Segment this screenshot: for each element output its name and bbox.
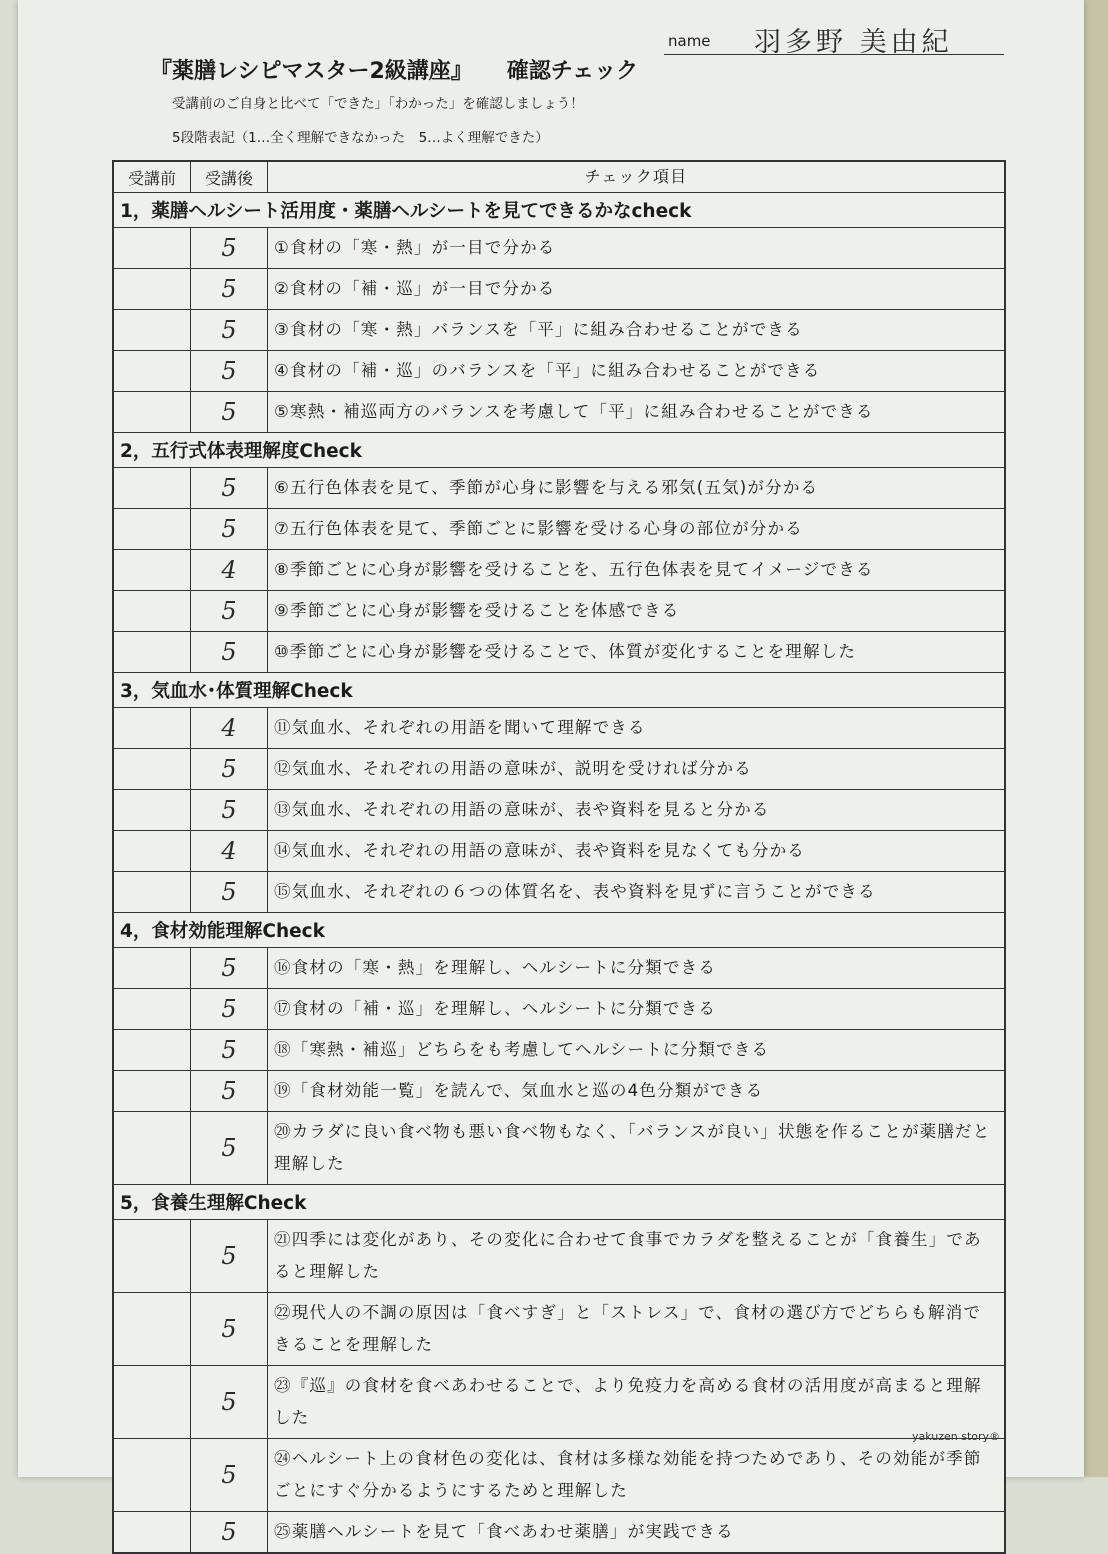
name-underline <box>664 54 1004 55</box>
title-main: 『薬膳レシピマスター2級講座』 <box>150 59 473 84</box>
before-score-cell <box>114 468 191 508</box>
check-item-text: ⑩季節ごとに心身が影響を受けることで、体質が変化することを理解した <box>274 642 857 661</box>
after-score: 5 <box>221 755 237 783</box>
after-score-cell <box>191 989 268 1029</box>
check-item-text: ㉑四季には変化があり、その変化に合わせて食事でカラダを整えることが「食養生」であると理解した <box>274 1230 982 1281</box>
section-header: 3，気血水･体質理解Check <box>114 673 1004 708</box>
after-score: 5 <box>221 474 237 502</box>
table-row <box>114 1071 1004 1112</box>
background-edge <box>1080 0 1108 1477</box>
after-score-cell <box>191 1030 268 1070</box>
after-score: 5 <box>221 878 237 906</box>
before-score-cell <box>114 1366 191 1438</box>
before-score-cell <box>114 708 191 748</box>
before-score-cell <box>114 550 191 590</box>
table-row <box>114 1439 1004 1512</box>
before-score-cell <box>114 948 191 988</box>
check-item-text: ⑯食材の「寒・熱」を理解し、ヘルシートに分類できる <box>274 958 717 977</box>
section-header: 2，五行式体表理解度Check <box>114 433 1004 468</box>
table-row <box>114 310 1004 351</box>
after-score-cell <box>191 591 268 631</box>
check-item-text: ⑲「食材効能一覧」を読んで、気血水と巡の4色分類ができる <box>274 1081 764 1100</box>
before-score-cell <box>114 591 191 631</box>
check-item-text: ⑥五行色体表を見て、季節が心身に影響を与える邪気(五気)が分かる <box>274 478 819 497</box>
before-score-cell <box>114 632 191 672</box>
after-score-cell <box>191 1293 268 1365</box>
check-item-text: ⑦五行色体表を見て、季節ごとに影響を受ける心身の部位が分かる <box>274 519 803 538</box>
after-score-cell <box>191 310 268 350</box>
table-row <box>114 1293 1004 1366</box>
after-score-cell <box>191 550 268 590</box>
after-score: 5 <box>221 638 237 666</box>
after-score-cell <box>191 228 268 268</box>
table-header-row <box>114 162 1004 193</box>
table-row <box>114 708 1004 749</box>
check-item-text: ⑨季節ごとに心身が影響を受けることを体感できる <box>274 601 680 620</box>
before-score-cell <box>114 1071 191 1111</box>
after-score: 5 <box>221 357 237 385</box>
before-score-cell <box>114 1030 191 1070</box>
after-score-cell <box>191 1439 268 1511</box>
check-item-text: ⑳カラダに良い食べ物も悪い食べ物もなく、「バランスが良い」状態を作ることが薬膳だと理解した <box>274 1122 991 1173</box>
after-score: 5 <box>221 1388 237 1416</box>
table-row <box>114 509 1004 550</box>
before-score-cell <box>114 749 191 789</box>
before-score-cell <box>114 269 191 309</box>
before-score-cell <box>114 1512 191 1552</box>
table-row <box>114 872 1004 913</box>
after-score-cell <box>191 392 268 432</box>
check-item-text: ⑤寒熱・補巡両方のバランスを考慮して「平」に組み合わせることができる <box>274 402 874 421</box>
header-item: チェック項目 <box>584 167 688 186</box>
table-row <box>114 1366 1004 1439</box>
check-item-text: ⑪気血水、それぞれの用語を聞いて理解できる <box>274 718 646 737</box>
after-score-cell <box>191 269 268 309</box>
after-score: 5 <box>221 1461 237 1489</box>
after-score: 5 <box>221 796 237 824</box>
before-score-cell <box>114 1112 191 1184</box>
table-row <box>114 989 1004 1030</box>
table-row <box>114 269 1004 310</box>
check-item-text: ⑭気血水、それぞれの用語の意味が、表や資料を見なくても分かる <box>274 841 805 860</box>
check-item-text: ㉕薬膳ヘルシートを見て「食べあわせ薬膳」が実践できる <box>274 1522 734 1541</box>
table-row <box>114 790 1004 831</box>
after-score: 5 <box>221 1134 237 1162</box>
header-before: 受講前 <box>114 162 191 192</box>
table-row <box>114 591 1004 632</box>
table-row <box>114 632 1004 673</box>
after-score: 5 <box>221 954 237 982</box>
check-item-text: ④食材の「補・巡」のバランスを「平」に組み合わせることができる <box>274 361 821 380</box>
check-item-text: ⑬気血水、それぞれの用語の意味が、表や資料を見ると分かる <box>274 800 770 819</box>
check-item-text: ⑮気血水、それぞれの６つの体質名を、表や資料を見ずに言うことができる <box>274 882 876 901</box>
table-row <box>114 228 1004 269</box>
table-row <box>114 468 1004 509</box>
after-score: 4 <box>221 556 237 584</box>
table-row <box>114 1030 1004 1071</box>
after-score-cell <box>191 872 268 912</box>
brand-label: yakuzen story® <box>912 1430 1001 1443</box>
section-header: 5，食養生理解Check <box>114 1185 1004 1220</box>
after-score-cell <box>191 1071 268 1111</box>
before-score-cell <box>114 1220 191 1292</box>
check-item-text: ⑰食材の「補・巡」を理解し、ヘルシートに分類できる <box>274 999 717 1018</box>
before-score-cell <box>114 790 191 830</box>
after-score-cell <box>191 831 268 871</box>
check-item-text: ⑧季節ごとに心身が影響を受けることを、五行色体表を見てイメージできる <box>274 560 874 579</box>
check-item-text: ㉒現代人の不調の原因は「食べすぎ」と「ストレス」で、食材の選び方でどちらも解消できることを理解した <box>274 1303 982 1354</box>
page-title <box>150 54 638 85</box>
after-score-cell <box>191 749 268 789</box>
before-score-cell <box>114 1439 191 1511</box>
after-score: 5 <box>221 1036 237 1064</box>
before-score-cell <box>114 1293 191 1365</box>
before-score-cell <box>114 989 191 1029</box>
name-handwritten: 羽多野 美由紀 <box>754 27 953 58</box>
after-score: 5 <box>221 398 237 426</box>
after-score: 4 <box>221 714 237 742</box>
section-header: 1，薬膳ヘルシート活用度・薬膳ヘルシートを見てできるかなcheck <box>114 193 1004 228</box>
after-score-cell <box>191 468 268 508</box>
after-score-cell <box>191 708 268 748</box>
before-score-cell <box>114 310 191 350</box>
check-item-text: ⑱「寒熱・補巡」どちらをも考慮してヘルシートに分類できる <box>274 1040 770 1059</box>
table-row <box>114 948 1004 989</box>
before-score-cell <box>114 509 191 549</box>
table-row <box>114 749 1004 790</box>
after-score-cell <box>191 509 268 549</box>
after-score-cell <box>191 948 268 988</box>
table-row <box>114 1220 1004 1293</box>
check-item-text: ㉓『巡』の食材を食べあわせることで、より免疫力を高める食材の活用度が高まると理解した <box>274 1376 982 1427</box>
after-score: 5 <box>221 597 237 625</box>
after-score-cell <box>191 1220 268 1292</box>
after-score: 5 <box>221 995 237 1023</box>
after-score: 5 <box>221 234 237 262</box>
after-score-cell <box>191 790 268 830</box>
table-row <box>114 392 1004 433</box>
check-item-text: ②食材の「補・巡」が一目で分かる <box>274 279 556 298</box>
after-score: 5 <box>221 316 237 344</box>
name-label: name <box>668 32 711 50</box>
table-row <box>114 351 1004 392</box>
after-score: 5 <box>221 1315 237 1343</box>
table-row <box>114 831 1004 872</box>
before-score-cell <box>114 351 191 391</box>
table-row <box>114 1512 1004 1552</box>
check-item-text: ③食材の「寒・熱」バランスを「平」に組み合わせることができる <box>274 320 803 339</box>
check-item-text: ㉔ヘルシート上の食材色の変化は、食材は多様な効能を持つためであり、その効能が季節ごとにすぐ分かるようにするためと理解した <box>274 1449 982 1500</box>
after-score: 5 <box>221 275 237 303</box>
before-score-cell <box>114 392 191 432</box>
before-score-cell <box>114 831 191 871</box>
header-after: 受講後 <box>191 162 268 192</box>
after-score-cell <box>191 1366 268 1438</box>
after-score-cell <box>191 632 268 672</box>
scale-note: 5段階表記（1…全く理解できなかった 5…よく理解できた） <box>172 130 549 146</box>
before-score-cell <box>114 872 191 912</box>
after-score: 5 <box>221 515 237 543</box>
after-score: 5 <box>221 1077 237 1105</box>
check-item-text: ⑫気血水、それぞれの用語の意味が、説明を受ければ分かる <box>274 759 752 778</box>
after-score-cell <box>191 351 268 391</box>
check-item-text: ①食材の「寒・熱」が一目で分かる <box>274 238 556 257</box>
title-sub: 確認チェック <box>506 59 639 84</box>
after-score: 5 <box>221 1518 237 1546</box>
check-table <box>112 160 1006 1554</box>
after-score-cell <box>191 1512 268 1552</box>
after-score: 4 <box>221 837 237 865</box>
instruction-text: 受講前のご自身と比べて「できた」「わかった」を確認しましょう！ <box>172 96 584 112</box>
before-score-cell <box>114 228 191 268</box>
after-score: 5 <box>221 1242 237 1270</box>
table-row <box>114 1112 1004 1185</box>
table-row <box>114 550 1004 591</box>
after-score-cell <box>191 1112 268 1184</box>
section-header: 4，食材効能理解Check <box>114 913 1004 948</box>
